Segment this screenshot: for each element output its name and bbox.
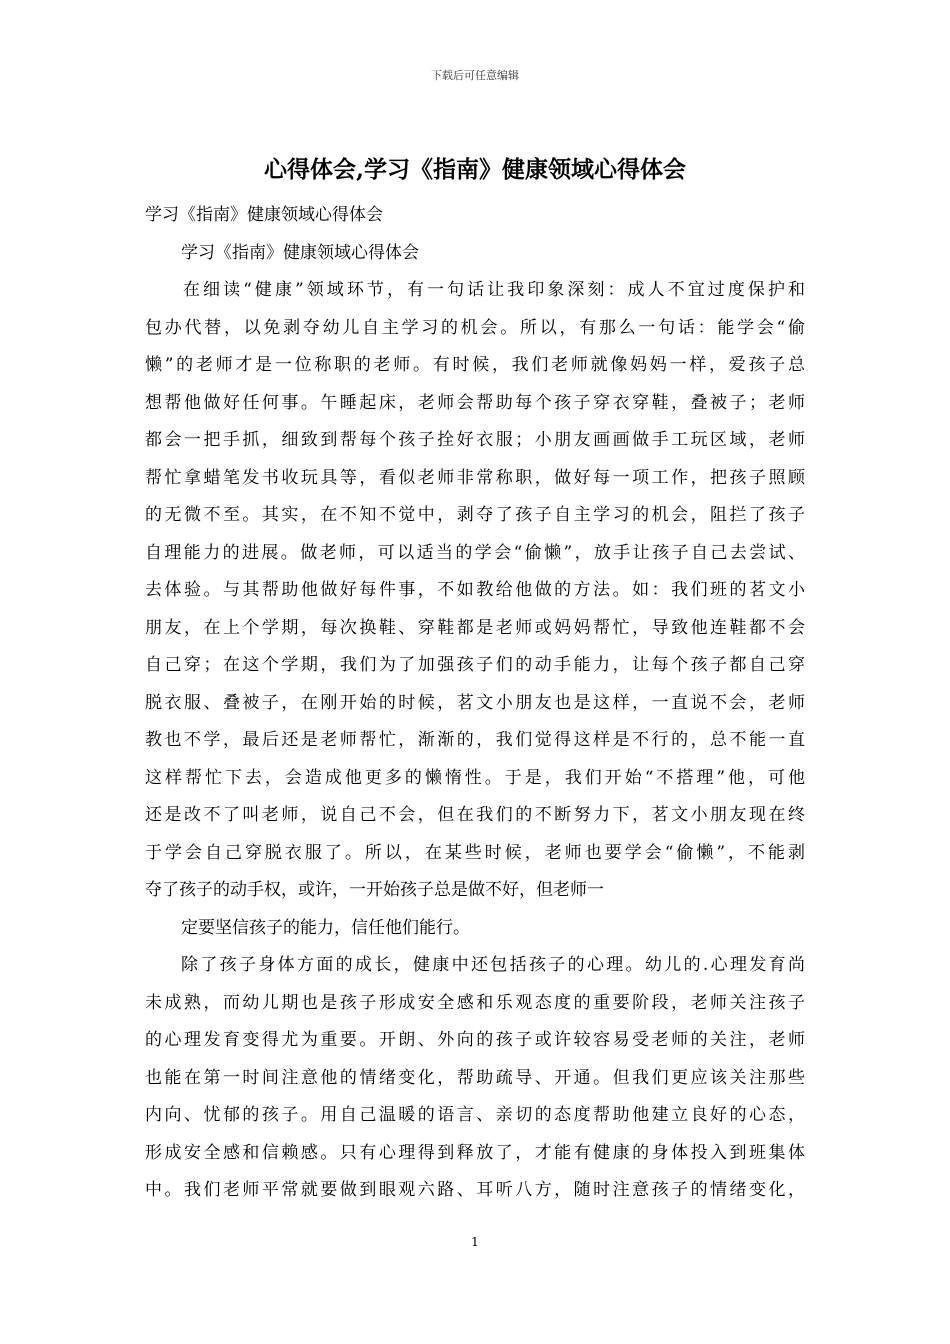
paragraph-line: 朋友，在上个学期，每次换鞋、穿鞋都是老师或妈妈帮忙，导致他连鞋都不会 bbox=[145, 617, 805, 638]
document-title: 心得体会,学习《指南》健康领域心得体会 bbox=[263, 156, 686, 183]
paragraph-line: 去体验。与其帮助他做好每件事，不如教给他做的方法。如：我们班的茗文小 bbox=[145, 580, 805, 600]
paragraph-line: 还是改不了叫老师，说自己不会，但在我们的不断努力下，茗文小朋友现在终 bbox=[145, 805, 805, 825]
paragraph-line: 自己穿；在这个学期，我们为了加强孩子们的动手能力，让每个孩子都自己穿 bbox=[145, 655, 805, 675]
paragraph-line: 夺了孩子的动手权，或许，一开始孩子总是做不好，但老师一 bbox=[145, 880, 604, 900]
paragraph-line: 未成熟，而幼儿期也是孩子形成安全感和乐观态度的重要阶段，老师关注孩子 bbox=[145, 992, 805, 1013]
subtitle-line-indented: 学习《指南》健康领域心得体会 bbox=[181, 242, 419, 263]
paragraph-line: 的心理发育变得尤为重要。开朗、外向的孩子或许较容易受老师的关注，老师 bbox=[145, 1030, 805, 1050]
paragraph-line: 的无微不至。其实，在不知不觉中，剥夺了孩子自主学习的机会，阻拦了孩子 bbox=[145, 505, 805, 525]
paragraph-line: 这样帮忙下去，会造成他更多的懒惰性。于是，我们开始“不搭理”他，可他 bbox=[145, 767, 805, 788]
paragraph-line: 于学会自己穿脱衣服了。所以，在某些时候，老师也要学会“偷懒”，不能剥 bbox=[145, 842, 805, 863]
paragraph-line: 也能在第一时间注意他的情绪变化，帮助疏导、开通。但我们更应该关注那些 bbox=[145, 1067, 805, 1088]
document-body bbox=[145, 197, 805, 1210]
paragraph-line: 包办代替，以免剥夺幼儿自主学习的机会。所以，有那么一句话：能学会“偷 bbox=[145, 317, 805, 338]
paragraph-line: 自理能力的进展。做老师，可以适当的学会“偷懒”，放手让孩子自己去尝试、 bbox=[145, 542, 805, 563]
paragraph-line: 中。我们老师平常就要做到眼观六路、耳听八方，随时注意孩子的情绪变化， bbox=[145, 1180, 805, 1200]
page-number: 1 bbox=[471, 1235, 479, 1249]
paragraph-line: 懒”的老师才是一位称职的老师。有时候，我们老师就像妈妈一样，爱孩子总 bbox=[145, 355, 805, 375]
paragraph-line: 除了孩子身体方面的成长，健康中还包括孩子的心理。幼儿的.心理发育尚 bbox=[181, 955, 805, 975]
paragraph-line: 在细读“健康”领域环节，有一句话让我印象深刻：成人不宜过度保护和 bbox=[183, 280, 805, 300]
header-note: 下载后可任意编辑 bbox=[431, 69, 519, 82]
paragraph-line: 内向、忧郁的孩子。用自己温暖的语言、亲切的态度帮助他建立良好的心态， bbox=[145, 1105, 805, 1125]
paragraph-line: 定要坚信孩子的能力，信任他们能行。 bbox=[181, 917, 470, 938]
subtitle-line: 学习《指南》健康领域心得体会 bbox=[145, 205, 383, 225]
paragraph-line: 想帮他做好任何事。午睡起床，老师会帮助每个孩子穿衣穿鞋，叠被子；老师 bbox=[145, 392, 805, 413]
paragraph-line: 脱衣服、叠被子，在刚开始的时候，茗文小朋友也是这样，一直说不会，老师 bbox=[145, 692, 805, 713]
paragraph-line: 教也不学，最后还是老师帮忙，渐渐的，我们觉得这样是不行的，总不能一直 bbox=[145, 730, 805, 750]
paragraph-line: 都会一把手抓，细致到帮每个孩子拴好衣服；小朋友画画做手工玩区域，老师 bbox=[145, 430, 805, 450]
paragraph-line: 帮忙拿蜡笔发书收玩具等，看似老师非常称职，做好每一项工作，把孩子照顾 bbox=[145, 467, 805, 488]
paragraph-line: 形成安全感和信赖感。只有心理得到释放了，才能有健康的身体投入到班集体 bbox=[145, 1142, 805, 1163]
